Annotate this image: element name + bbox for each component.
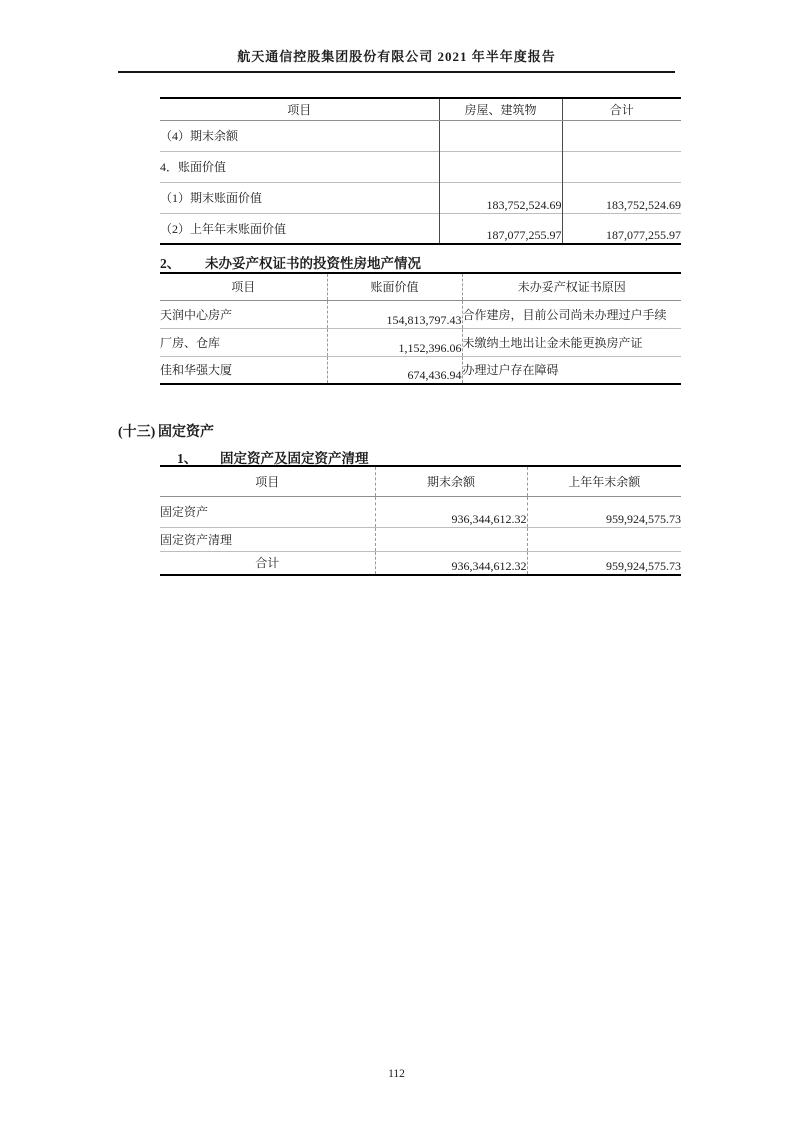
section-heading-no-certificate <box>160 252 421 272</box>
item-cell: 4．账面价值 <box>160 160 227 174</box>
reason-cell: 办理过户存在障碍 <box>462 356 681 384</box>
item-cell: （2）上年年末账面价值 <box>160 221 287 236</box>
table-row <box>160 213 681 244</box>
value-cell <box>375 527 527 551</box>
total-row <box>160 551 681 575</box>
value-cell: 936,344,612.32 <box>375 551 527 575</box>
item-cell: 厂房、仓库 <box>160 335 221 350</box>
table-row <box>160 527 681 551</box>
value-cell: 674,436.94 <box>327 356 462 384</box>
item-cell: 佳和华强大厦 <box>160 363 233 378</box>
fixed-assets-table <box>160 465 681 576</box>
value-cell: 1,152,396.06 <box>327 328 462 356</box>
table-row <box>160 151 681 182</box>
value-cell: 187,077,255.97 <box>439 213 562 244</box>
item-cell: （4）期末余额 <box>160 129 239 143</box>
section-title: 固定资产及固定资产清理 <box>220 451 369 466</box>
table-row <box>160 120 681 151</box>
table-header-row <box>160 273 681 300</box>
value-cell <box>562 151 681 182</box>
reason-cell: 合作建房，目前公司尚未办理过户手续 <box>462 300 681 328</box>
section-heading-fixed-assets <box>118 421 214 441</box>
value-cell: 183,752,524.69 <box>562 182 681 213</box>
section-title: 未办妥产权证书的投资性房地产情况 <box>205 256 421 271</box>
value-cell <box>562 120 681 151</box>
column-header-prior: 上年年末余额 <box>527 466 681 496</box>
no-certificate-property-table <box>160 272 681 385</box>
column-header-item: 项目 <box>160 466 375 496</box>
page-number: 112 <box>388 1068 405 1080</box>
table-header-row <box>160 466 681 496</box>
value-cell <box>439 151 562 182</box>
column-header-item: 项目 <box>160 98 439 120</box>
section-number: 2、 <box>160 256 181 271</box>
section-title: 固定资产 <box>158 425 214 440</box>
table-row <box>160 328 681 356</box>
value-cell: 959,924,575.73 <box>527 496 681 527</box>
reason-cell: 未缴纳土地出让金未能更换房产证 <box>462 328 681 356</box>
column-header-current: 期末余额 <box>375 466 527 496</box>
table-row <box>160 496 681 527</box>
table-header-row <box>160 98 681 120</box>
item-cell: 天润中心房产 <box>160 307 233 322</box>
table-row <box>160 182 681 213</box>
report-header-title: 航天通信控股集团股份有限公司 2021 年半年度报告 <box>237 49 556 64</box>
investment-property-value-table <box>160 97 681 245</box>
item-cell: 固定资产 <box>160 505 209 519</box>
section-number: 1、 <box>177 451 198 466</box>
item-cell: 固定资产清理 <box>160 532 233 547</box>
value-cell: 187,077,255.97 <box>562 213 681 244</box>
header-rule <box>118 71 675 73</box>
column-header-value: 账面价值 <box>327 273 462 300</box>
column-header-total: 合计 <box>562 98 681 120</box>
item-cell: （1）期末账面价值 <box>160 191 263 205</box>
value-cell: 959,924,575.73 <box>527 551 681 575</box>
value-cell <box>439 120 562 151</box>
column-header-house: 房屋、建筑物 <box>439 98 562 120</box>
section-number: (十三) <box>118 425 156 440</box>
value-cell: 936,344,612.32 <box>375 496 527 527</box>
total-label-cell: 合计 <box>255 556 280 571</box>
table-row <box>160 356 681 384</box>
section-heading-fixed-assets-detail <box>177 447 369 467</box>
column-header-item: 项目 <box>160 273 327 300</box>
column-header-reason: 未办妥产权证书原因 <box>462 273 681 300</box>
value-cell: 183,752,524.69 <box>439 182 562 213</box>
table-row <box>160 300 681 328</box>
value-cell: 154,813,797.43 <box>327 300 462 328</box>
value-cell <box>527 527 681 551</box>
